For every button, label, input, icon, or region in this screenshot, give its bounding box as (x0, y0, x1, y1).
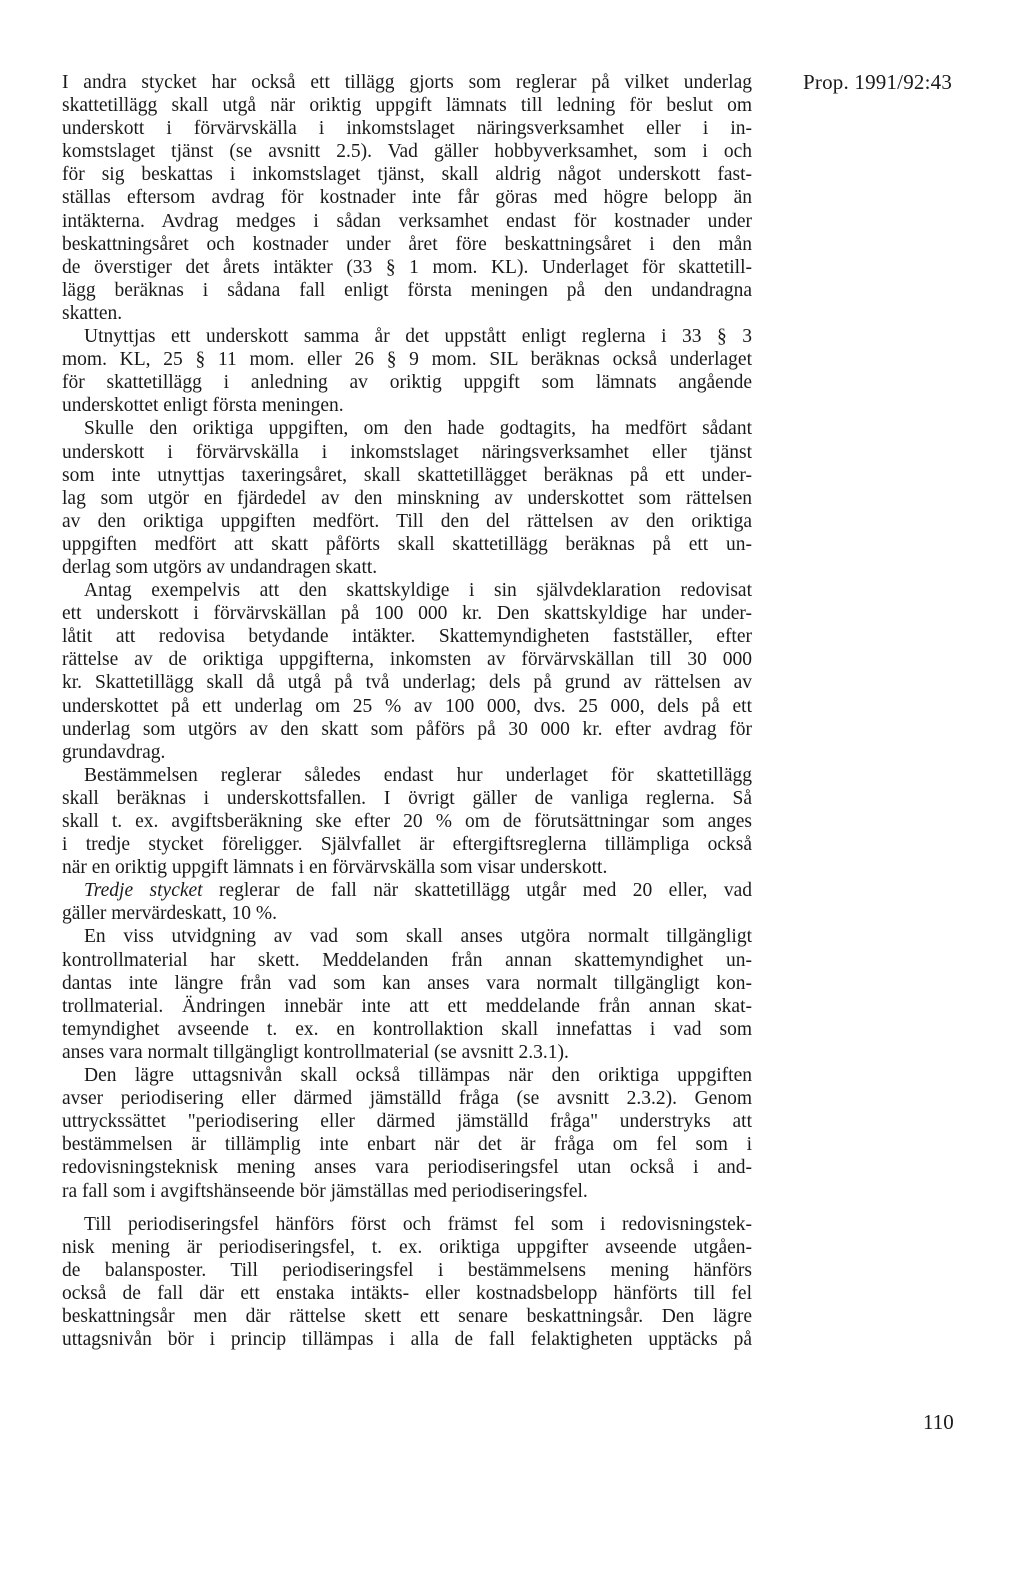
paragraph (62, 925, 752, 1064)
paragraph (62, 417, 752, 579)
paragraph (62, 1064, 752, 1203)
text-line: lägg beräknas i sådana fall enligt första meningen på den undandragna (62, 279, 752, 301)
text-line: uttryckssättet "periodisering eller därmed jämställd fråga" understryks att (62, 1111, 752, 1133)
text-line: grundavdrag. (62, 741, 166, 763)
italic-lead-text: Tredje stycket (84, 880, 203, 902)
text-line: underskott i förvärvskälla i inkomstslaget näringsverksamhet eller i in- (62, 118, 752, 140)
text-line (62, 879, 752, 902)
text-line: av den oriktiga uppgiften medfört. Till den del rättelsen av den oriktiga (62, 510, 752, 532)
paragraph (62, 325, 752, 417)
body-text (62, 71, 752, 1351)
text-line: underskottet enligt första meningen. (62, 395, 344, 417)
text-line: lag som utgör en fjärdedel av den minskning av underskottet som rättelsen (62, 487, 752, 509)
paragraph (62, 71, 752, 325)
text-line: kr. Skattetillägg skall då utgå på två underlag; dels på grund av rättelsen av (62, 672, 752, 694)
text-line: kontrollmaterial har skett. Meddelanden från annan skattemyndighet un- (62, 949, 752, 971)
text-line: beskattningsåret och kostnader under året före beskattningsåret i den mån (62, 233, 752, 255)
text-line: mom. KL, 25 § 11 mom. eller 26 § 9 mom. SIL beräknas också underlaget (62, 349, 752, 371)
text-line: också de fall där ett enstaka intäkts- eller kostnadsbelopp hänförts till fel (62, 1282, 752, 1304)
text-line: Bestämmelsen reglerar således endast hur underlaget för skattetillägg (84, 764, 752, 786)
text-line: de överstiger det årets intäkter (33 § 1 mom. KL). Underlaget för skattetill- (62, 256, 752, 278)
text-line: i tredje stycket föreligger. Självfallet är eftergiftsreglerna tillämpliga också (62, 834, 752, 856)
text-line: derlag som utgörs av undandragen skatt. (62, 556, 378, 578)
text-line: Skulle den oriktiga uppgiften, om den hade godtagits, ha medfört sådant (84, 418, 752, 440)
text-line: skall beräknas i underskottsfallen. I övrigt gäller de vanliga reglerna. Så (62, 787, 752, 809)
page-number: 110 (923, 1410, 954, 1434)
text-line: I andra stycket har också ett tillägg gjorts som reglerar på vilket underlag (62, 72, 752, 93)
text-line: uttagsnivån bör i princip tillämpas i alla de fall felaktigheten upptäcks på (62, 1329, 752, 1351)
text-line: underlag som utgörs av den skatt som påförs på 30 000 kr. efter avdrag för (62, 718, 752, 740)
text-line: ra fall som i avgiftshänseende bör jämställas med periodiseringsfel. (62, 1180, 588, 1202)
text-line: bestämmelsen är tillämplig inte enbart när det är fråga om fel som i (62, 1134, 752, 1156)
text-line: avser periodisering eller därmed jämställd fråga (se avsnitt 2.3.2). Genom (62, 1088, 752, 1110)
text-line: Antag exempelvis att den skattskyldige i sin självdeklaration redovisat (84, 580, 752, 602)
text-line: dantas inte längre från vad som kan anses vara normalt tillgängligt kon- (62, 972, 752, 994)
text-line: underskottet på ett underlag om 25 % av 100 000, dvs. 25 000, dels på ett (62, 695, 752, 717)
paragraph (62, 879, 752, 925)
text-line: temyndighet avseende t. ex. en kontrollaktion skall innefattas i vad som (62, 1018, 752, 1040)
text-line: uppgiften medfört att skatt påförts skall skattetillägg beräknas på ett un- (62, 533, 752, 555)
text-line: rättelse av de oriktiga uppgifterna, inkomsten av förvärvskällan till 30 000 (62, 649, 752, 671)
text-line: redovisningsteknisk mening anses vara periodiseringsfel utan också i and- (62, 1157, 752, 1179)
text-line: intäkterna. Avdrag medges i sådan verksamhet endast för kostnader under (62, 210, 752, 232)
paragraph (62, 1213, 752, 1352)
text-line: underskott i förvärvskälla i inkomstslaget näringsverksamhet eller tjänst (62, 441, 752, 463)
text-line: de balansposter. Till periodiseringsfel i bestämmelsens mening hänförs (62, 1259, 752, 1281)
lead-rest-text: reglerar de fall när skattetillägg utgår med 20 eller, vad (202, 880, 752, 902)
text-line: Utnyttjas ett underskott samma år det uppstått enligt reglerna i 33 § 3 (84, 326, 752, 348)
text-line: ställas eftersom avdrag för kostnader inte får göras med högre belopp än (62, 187, 752, 209)
text-line: låtit att redovisa betydande intäkter. Skattemyndigheten fastställer, efter (62, 626, 752, 648)
proposition-reference: Prop. 1991/92:43 (803, 70, 953, 94)
text-line: för sig beskattas i inkomstslaget tjänst, skall aldrig något underskott fast- (62, 164, 752, 186)
text-line: skatten. (62, 302, 123, 324)
text-line: komstslaget tjänst (se avsnitt 2.5). Vad gäller hobbyverksamhet, som i och (62, 141, 752, 163)
text-line: anses vara normalt tillgängligt kontrollmaterial (se avsnitt 2.3.1). (62, 1041, 569, 1063)
paragraph (62, 764, 752, 879)
text-line: ett underskott i förvärvskällan på 100 000 kr. Den skattskyldige har under- (62, 603, 752, 625)
text-line: nisk mening är periodiseringsfel, t. ex. oriktiga uppgifter avseende utgåen- (62, 1236, 752, 1258)
text-line: skattetillägg skall utgå när oriktig uppgift lämnats till ledning för beslut om (62, 95, 752, 117)
paragraph (62, 579, 752, 764)
text-line: Till periodiseringsfel hänförs först och främst fel som i redovisningstek- (84, 1213, 752, 1235)
text-line: Den lägre uttagsnivån skall också tillämpas när den oriktiga uppgiften (84, 1065, 752, 1087)
text-line: gäller mervärdeskatt, 10 %. (62, 903, 277, 925)
text-line: trollmaterial. Ändringen innebär inte att ett meddelande från annan skat- (62, 995, 752, 1017)
text-line: beskattningsår men där rättelse skett ett senare beskattningsår. Den lägre (62, 1305, 752, 1327)
text-line: när en oriktig uppgift lämnats i en förvärvskälla som visar underskott. (62, 857, 608, 879)
text-line: för skattetillägg i anledning av oriktig uppgift som lämnats angående (62, 372, 752, 394)
text-line: En viss utvidgning av vad som skall anses utgöra normalt tillgängligt (84, 926, 752, 948)
text-line: som inte utnyttjas taxeringsåret, skall skattetillägget beräknas på ett under- (62, 464, 752, 486)
text-line: skall t. ex. avgiftsberäkning ske efter 20 % om de förutsättningar som anges (62, 811, 752, 832)
